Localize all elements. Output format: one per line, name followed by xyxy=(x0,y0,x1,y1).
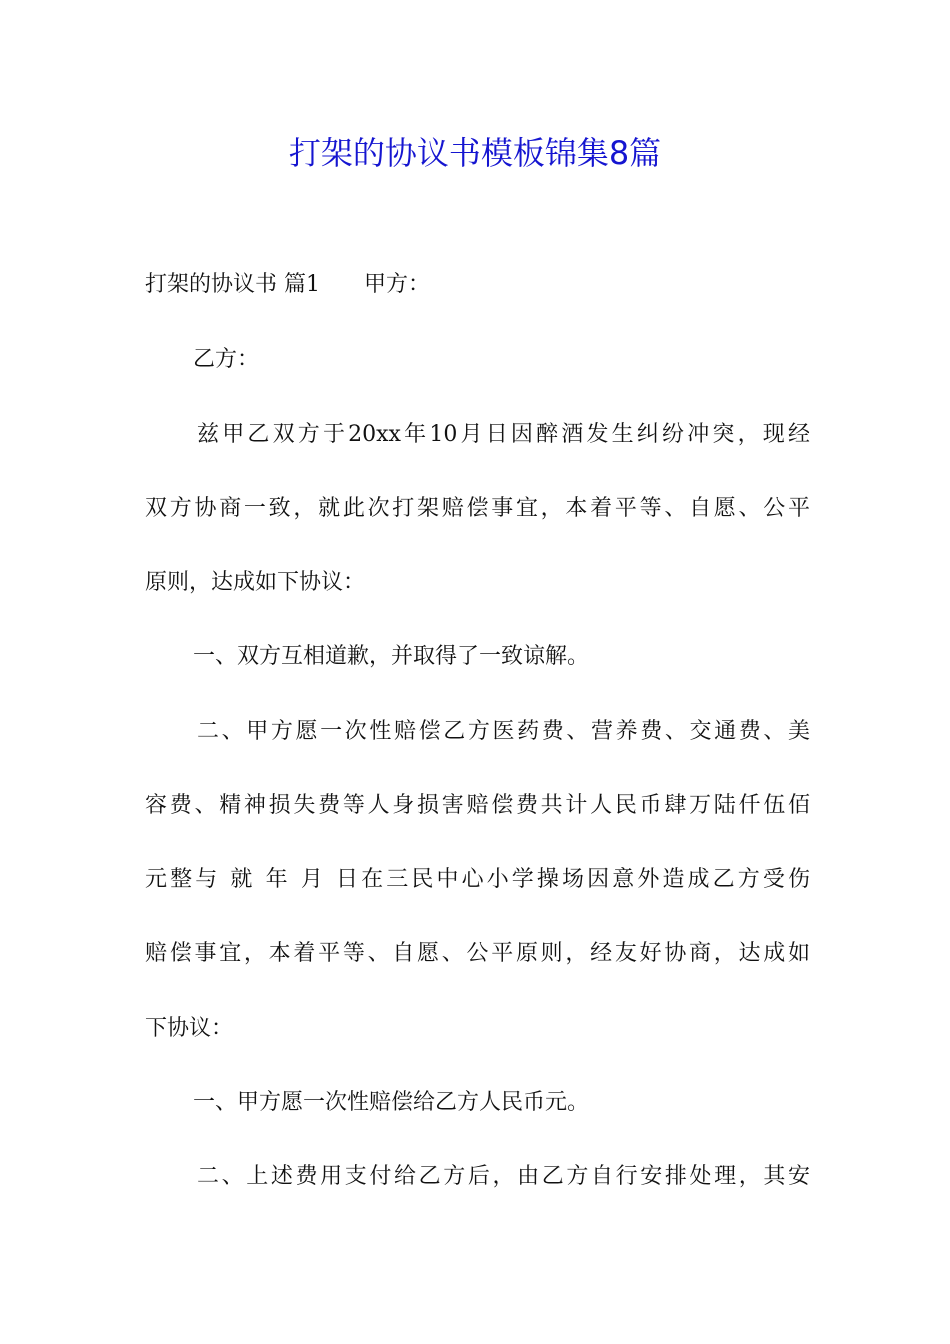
paragraph-line: 下协议： xyxy=(145,1016,234,1041)
paragraph-line: 赔偿事宜，本着平等、自愿、公平原则，经友好协商，达成如 xyxy=(145,941,810,966)
clause-line: 二、上述费用支付给乙方后，由乙方自行安排处理，其安 xyxy=(197,1164,810,1189)
clause-line: 二、甲方愿一次性赔偿乙方医药费、营养费、交通费、美 xyxy=(197,719,810,744)
clause-line: 一、双方互相道歉，并取得了一致谅解。 xyxy=(193,644,590,669)
section-heading-line: 打架的协议书 篇1 甲方： xyxy=(145,272,430,297)
paragraph-line: 原则，达成如下协议： xyxy=(145,570,366,595)
paragraph-line: 兹甲乙双方于20xx年10月日因醉酒发生纠纷冲突，现经 xyxy=(197,422,810,447)
clause-line: 一、甲方愿一次性赔偿给乙方人民币元。 xyxy=(193,1090,590,1115)
paragraph-line: 双方协商一致，就此次打架赔偿事宜，本着平等、自愿、公平 xyxy=(145,496,810,521)
paragraph-line: 元整与 就 年 月 日在三民中心小学操场因意外造成乙方受伤 xyxy=(145,867,810,892)
document-title: 打架的协议书模板锦集8篇 xyxy=(288,134,662,172)
party-b-line: 乙方： xyxy=(193,347,260,372)
paragraph-line: 容费、精神损失费等人身损害赔偿费共计人民币肆万陆仟伍佰 xyxy=(145,793,810,818)
